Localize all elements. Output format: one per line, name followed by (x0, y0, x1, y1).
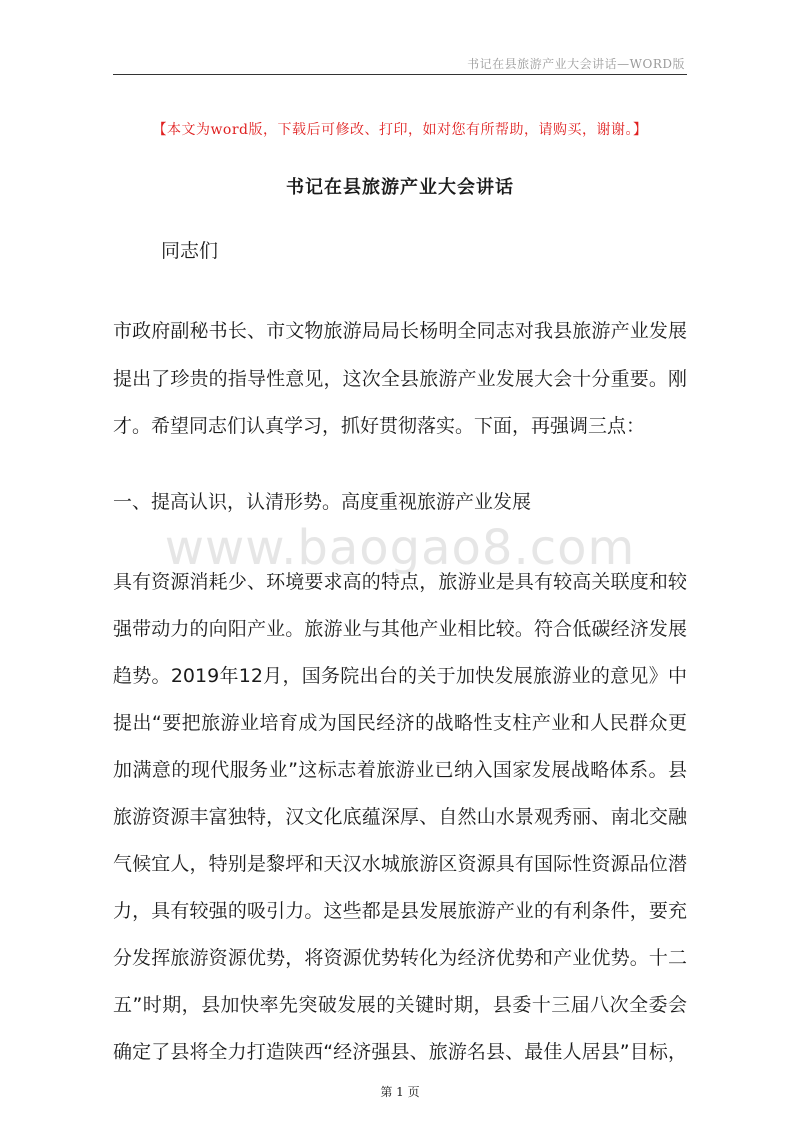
paragraph-line: 才。希望同志们认真学习，抓好贯彻落实。下面，再强调三点： (113, 415, 646, 437)
watermark: www.baogao8.com (164, 520, 636, 576)
paragraph-line: 强带动力的向阳产业。旅游业与其他产业相比较。符合低碳经济发展 (113, 618, 687, 640)
paragraph-line: 五”时期，县加快率先突破发展的关键时期，县委十三届八次全委会 (113, 994, 687, 1016)
paragraph-line: 趋势。2019年12月，国务院出台的关于加快发展旅游业的意见》中 (113, 665, 687, 687)
paragraph-line: 分发挥旅游资源优势，将资源优势转化为经济优势和产业优势。十二 (113, 947, 687, 969)
paragraph-line: 加满意的现代服务业”这标志着旅游业已纳入国家发展战略体系。县 (113, 759, 687, 781)
section-heading: 一、提高认识，认清形势。高度重视旅游产业发展 (113, 491, 532, 513)
paragraph-line: 提出“要把旅游业培育成为国民经济的战略性支柱产业和人民群众更 (113, 712, 687, 734)
paragraph-line: 提出了珍贵的指导性意见，这次全县旅游产业发展大会十分重要。刚 (113, 368, 687, 390)
document-title: 书记在县旅游产业大会讲话 (286, 177, 514, 198)
paragraph-line: 旅游资源丰富独特，汉文化底蕴深厚、自然山水景观秀丽、南北交融 (113, 806, 687, 828)
paragraph-line: 市政府副秘书长、市文物旅游局局长杨明全同志对我县旅游产业发展 (113, 320, 687, 342)
paragraph-line: 确定了县将全力打造陕西“经济强县、旅游名县、最佳人居县”目标， (113, 1041, 687, 1063)
page-number: 第 1 页 (380, 1085, 420, 1099)
paragraph-line: 力，具有较强的吸引力。这些都是县发展旅游产业的有利条件，要充 (113, 900, 687, 922)
paragraph-line: 气候宜人，特别是黎坪和天汉水城旅游区资源具有国际性资源品位潜 (113, 853, 687, 875)
paragraph-line: 具有资源消耗少、环境要求高的特点，旅游业是具有较高关联度和较 (113, 571, 687, 593)
running-header: 书记在县旅游产业大会讲话—WORD版 (467, 57, 685, 71)
header-divider (113, 74, 687, 75)
download-notice: 【本文为word版，下载后可修改、打印，如对您有所帮助，请购买，谢谢。】 (152, 122, 648, 138)
salutation: 同志们 (161, 240, 219, 262)
